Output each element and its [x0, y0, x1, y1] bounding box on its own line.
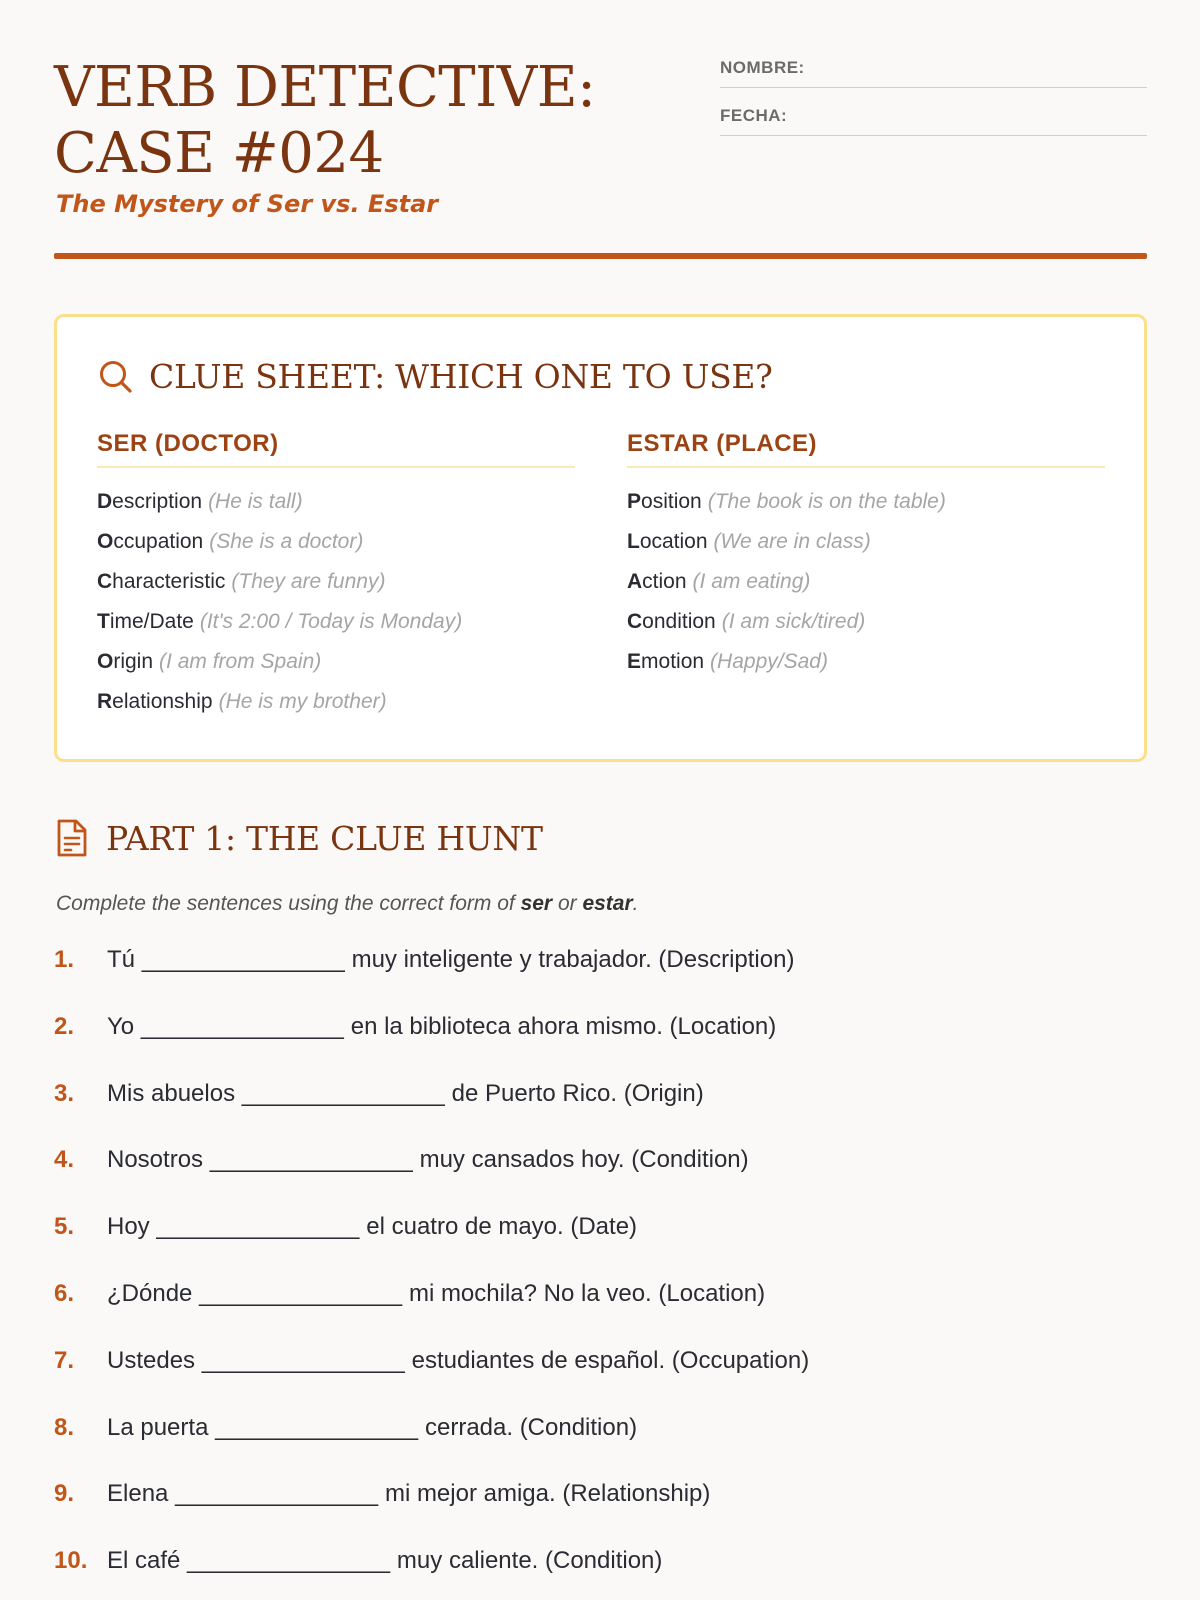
- magnifier-icon: [97, 358, 135, 396]
- instructions-text: Complete the sentences using the correct form of: [56, 892, 521, 915]
- question-item: [54, 1347, 1147, 1414]
- question-item: [54, 1213, 1147, 1280]
- answer-blank[interactable]: _______________: [141, 946, 345, 973]
- estar-clue-item: [627, 482, 1105, 522]
- question-number: 8.: [54, 1413, 75, 1441]
- question-text: mi mochila? No la veo. (Location): [402, 1279, 766, 1307]
- estar-clue-item: [627, 642, 1105, 682]
- question-list: [54, 946, 1147, 1600]
- clue-initial: O: [97, 530, 114, 553]
- estar-clue-item: [627, 562, 1105, 602]
- estar-column-title: ESTAR (PLACE): [627, 430, 1105, 468]
- clue-example: (The book is on the table): [707, 490, 946, 513]
- question-subject: Nosotros: [107, 1146, 210, 1174]
- question-item: [54, 1013, 1147, 1080]
- clue-label: ime/Date: [109, 610, 194, 633]
- answer-blank[interactable]: _______________: [175, 1480, 379, 1508]
- clue-example: (I am sick/tired): [721, 610, 866, 633]
- clue-initial: R: [97, 690, 113, 713]
- ser-clue-list: [97, 482, 575, 722]
- question-number: 6.: [54, 1279, 75, 1307]
- instructions-estar: estar: [582, 892, 633, 915]
- answer-blank[interactable]: _______________: [140, 1012, 345, 1040]
- question-subject: Elena: [107, 1480, 176, 1508]
- ser-column: [97, 430, 575, 722]
- part1-title: PART 1: THE CLUE HUNT: [106, 818, 543, 858]
- question-item: [54, 1480, 1147, 1547]
- question-item: [54, 1146, 1147, 1213]
- ser-clue-item: [97, 602, 575, 642]
- question-text: mi mejor amiga. (Relationship): [378, 1480, 711, 1508]
- clue-initial: D: [97, 490, 113, 513]
- clue-sheet-heading: [97, 357, 773, 396]
- question-subject: Yo: [107, 1012, 141, 1040]
- question-number: 5.: [54, 1213, 75, 1241]
- answer-blank[interactable]: _______________: [187, 1547, 391, 1575]
- question-text: cerrada. (Condition): [418, 1413, 638, 1441]
- clue-example: (He is tall): [208, 490, 303, 513]
- question-subject: Tú: [107, 946, 142, 973]
- clue-label: escription: [112, 490, 203, 513]
- clue-sheet-title: CLUE SHEET: WHICH ONE TO USE?: [149, 357, 773, 396]
- instructions-end: .: [632, 892, 639, 915]
- answer-blank[interactable]: _______________: [241, 1079, 445, 1107]
- clue-label: haracteristic: [112, 570, 226, 593]
- question-subject: La puerta: [107, 1413, 216, 1441]
- student-fields: [720, 54, 1147, 150]
- clue-initial: O: [97, 650, 114, 673]
- ser-clue-item: [97, 522, 575, 562]
- question-text: estudiantes de español. (Occupation): [404, 1346, 810, 1374]
- question-subject: Hoy: [107, 1213, 157, 1241]
- question-number: 10.: [54, 1547, 88, 1575]
- title-line-1: VERB DETECTIVE:: [54, 55, 596, 120]
- answer-blank[interactable]: _______________: [156, 1213, 360, 1241]
- clue-initial: A: [627, 570, 643, 593]
- question-text: en la biblioteca ahora mismo. (Location): [344, 1012, 777, 1040]
- question-subject: ¿Dónde: [107, 1279, 200, 1307]
- question-item: [54, 1547, 1147, 1600]
- clue-label: motion: [641, 650, 705, 673]
- clue-example: (I am eating): [692, 570, 811, 593]
- part1-instructions: [56, 892, 639, 916]
- clue-example: (He is my brother): [218, 690, 387, 713]
- ser-column-title: SER (DOCTOR): [97, 430, 575, 468]
- answer-blank[interactable]: _______________: [201, 1346, 405, 1374]
- answer-blank[interactable]: _______________: [199, 1279, 403, 1307]
- instructions-ser: ser: [520, 892, 553, 915]
- clue-initial: C: [97, 570, 113, 593]
- ser-clue-item: [97, 562, 575, 602]
- question-text: muy cansados hoy. (Condition): [412, 1146, 749, 1174]
- question-number: 9.: [54, 1480, 75, 1508]
- part1-heading: [54, 818, 543, 858]
- answer-blank[interactable]: _______________: [215, 1413, 419, 1441]
- ser-clue-item: [97, 682, 575, 722]
- question-number: 1.: [54, 946, 75, 973]
- question-item: [54, 1080, 1147, 1147]
- clue-label: rigin: [113, 650, 154, 673]
- question-number: 7.: [54, 1346, 75, 1374]
- worksheet-header: [54, 0, 1147, 260]
- question-item: [54, 1280, 1147, 1347]
- clue-initial: L: [627, 530, 640, 553]
- clue-example: (Happy/Sad): [710, 650, 828, 673]
- clue-label: elationship: [112, 690, 213, 713]
- clue-label: ocation: [639, 530, 708, 553]
- question-subject: Ustedes: [107, 1346, 202, 1374]
- question-item: [54, 1414, 1147, 1481]
- question-text: el cuatro de mayo. (Date): [359, 1213, 638, 1241]
- clue-initial: T: [97, 610, 110, 633]
- clue-initial: C: [627, 610, 643, 633]
- nombre-field[interactable]: [720, 54, 1147, 88]
- clue-example: (She is a doctor): [209, 530, 364, 553]
- clue-label: ction: [642, 570, 687, 593]
- estar-clue-item: [627, 522, 1105, 562]
- question-item: [54, 946, 1147, 1013]
- clue-label: ccupation: [113, 530, 204, 553]
- header-divider: [54, 253, 1147, 259]
- fecha-field[interactable]: [720, 102, 1147, 136]
- question-subject: Mis abuelos: [107, 1079, 242, 1107]
- estar-clue-list: [627, 482, 1105, 682]
- question-text: de Puerto Rico. (Origin): [444, 1079, 704, 1107]
- worksheet-title: [54, 55, 674, 187]
- clue-initial: P: [627, 490, 642, 513]
- answer-blank[interactable]: _______________: [209, 1146, 413, 1174]
- clue-label: osition: [641, 490, 702, 513]
- clue-example: (They are funny): [231, 570, 386, 593]
- worksheet-subtitle: The Mystery of Ser vs. Estar: [56, 190, 439, 218]
- question-text: muy inteligente y trabajador. (Description): [344, 946, 795, 973]
- ser-clue-item: [97, 482, 575, 522]
- clue-initial: E: [627, 650, 642, 673]
- document-icon: [54, 818, 90, 858]
- nombre-label: NOMBRE:: [720, 58, 805, 77]
- question-text: muy caliente. (Condition): [390, 1547, 663, 1575]
- clue-example: (It's 2:00 / Today is Monday): [199, 610, 463, 633]
- clue-sheet: [54, 314, 1147, 762]
- worksheet-page: [54, 0, 1147, 1575]
- clue-example: (We are in class): [713, 530, 871, 553]
- estar-clue-item: [627, 602, 1105, 642]
- question-number: 2.: [54, 1012, 75, 1040]
- question-number: 4.: [54, 1146, 75, 1174]
- question-number: 3.: [54, 1079, 75, 1107]
- fecha-label: FECHA:: [720, 106, 788, 125]
- clue-example: (I am from Spain): [159, 650, 322, 673]
- estar-column: [627, 430, 1105, 682]
- title-line-2: CASE #024: [54, 121, 384, 186]
- clue-label: ondition: [642, 610, 716, 633]
- question-subject: El café: [107, 1547, 188, 1575]
- instructions-or: or: [552, 892, 583, 915]
- ser-clue-item: [97, 642, 575, 682]
